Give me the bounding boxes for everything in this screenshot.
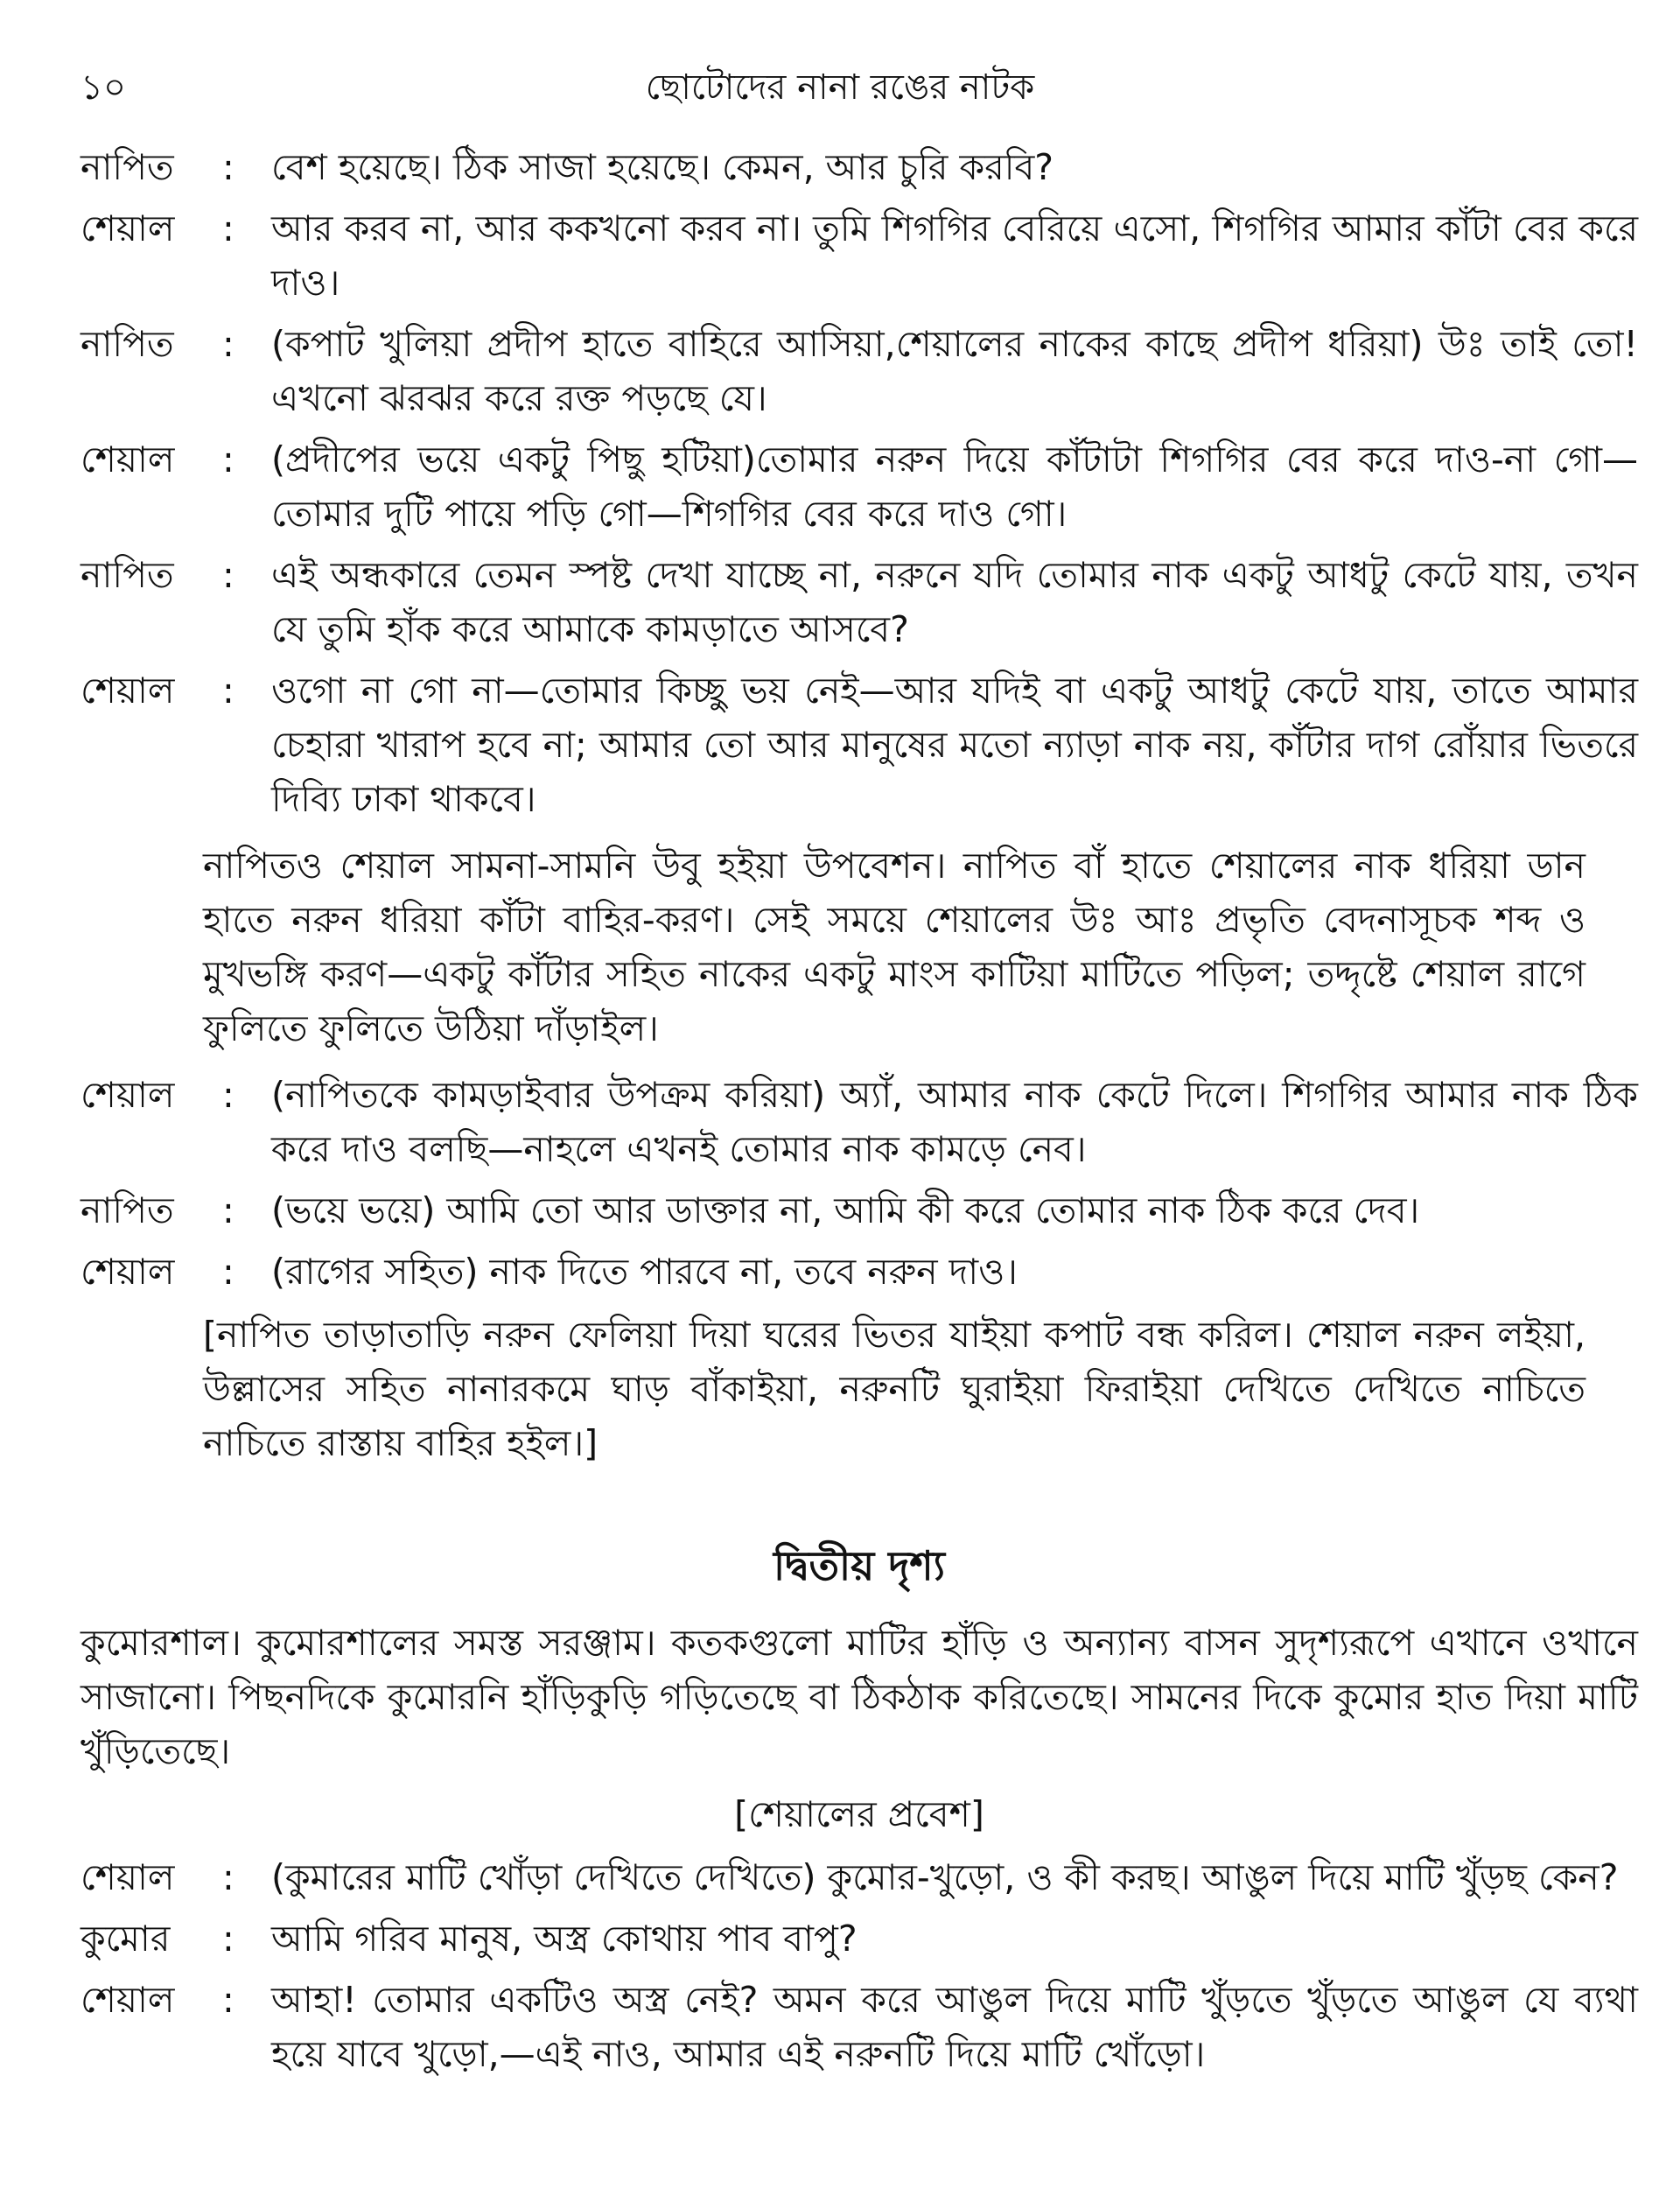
dialogue-line <box>80 1911 1638 1966</box>
speaker-separator: : <box>222 1979 234 2021</box>
dialogue-line <box>80 663 1638 826</box>
speaker-separator: : <box>222 1856 234 1898</box>
speaker-separator: : <box>222 146 234 188</box>
speaker-name: শেয়াল <box>80 1074 175 1116</box>
speaker-separator: : <box>222 1251 234 1293</box>
dialogue-text: (কপাট খুলিয়া প্রদীপ হাতে বাহিরে আসিয়া,শেয়ালের নাকের কাছে প্রদীপ ধরিয়া) উঃ তাই তো! এখনো ঝরঝর করে রক্ত পড়ছে যে। <box>271 323 1638 419</box>
scene-description: কুমোরশাল। কুমোরশালের সমস্ত সরঞ্জাম। কতকগুলো মাটির হাঁড়ি ও অন্যান্য বাসন সুদৃশ্যরূপে এখানে ওখানে সাজানো। পিছনদিকে কুমোরনি হাঁড়িকুড়ি গড়িতেছে বা ঠিকঠাক করিতেছে। সামনের দিকে কুমোর হাত দিয়া মাটি খুঁড়িতেছে। <box>80 1622 1638 1772</box>
dialogue-line <box>80 140 1638 194</box>
dialogue-text: ওগো না গো না—তোমার কিচ্ছু ভয় নেই—আর যদিই বা একটু আধটু কেটে যায়, তাতে আমার চেহারা খারাপ হবে না; আমার তো আর মানুষের মতো ন্যাড়া নাক নয়, কাঁটার দাগ রোঁয়ার ভিতরে দিব্যি ঢাকা থাকবে। <box>271 670 1638 820</box>
running-title: ছোটোদের নানা রঙের নাটক <box>645 67 1035 108</box>
stage-direction: নাপিতও শেয়াল সামনা-সামনি উবু হইয়া উপবেশন। নাপিত বাঁ হাতে শেয়ালের নাক ধরিয়া ডান হাতে নরুন ধরিয়া কাঁটা বাহির-করণ। সেই সময়ে শেয়ালের উঃ আঃ প্রভৃতি বেদনাসূচক শব্দ ও মুখভঙ্গি করণ—একটু কাঁটার সহিত নাকের একটু মাংস কাটিয়া মাটিতে পড়িল; তদ্দৃষ্টে শেয়াল রাগে ফুলিতে ফুলিতে উঠিয়া দাঁড়াইল। <box>203 845 1586 1049</box>
speaker-name: শেয়াল <box>80 438 175 480</box>
speaker-name: নাপিত <box>80 323 174 365</box>
dialogue-text: আমি গরিব মানুষ, অস্ত্র কোথায় পাব বাপু? <box>271 1918 858 1960</box>
dialogue-line <box>80 432 1638 541</box>
dialogue-text: (প্রদীপের ভয়ে একটু পিছু হটিয়া)তোমার নরুন দিয়ে কাঁটাটা শিগগির বের করে দাও-না গো—তোমার দুটি পায়ে পড়ি গো—শিগগির বের করে দাও গো। <box>271 438 1638 535</box>
entry-direction: [শেয়ালের প্রবেশ] <box>734 1793 984 1835</box>
speaker-separator: : <box>222 207 234 249</box>
speaker-separator: : <box>222 1918 234 1960</box>
dialogue-text: (কুমারের মাটি খোঁড়া দেখিতে দেখিতে) কুমোর-খুড়ো, ও কী করছ। আঙুল দিয়ে মাটি খুঁড়ছ কেন? <box>271 1856 1619 1898</box>
dialogue-text: এই অন্ধকারে তেমন স্পষ্ট দেখা যাচ্ছে না, নরুনে যদি তোমার নাক একটু আধটু কেটে যায়, তখন যে তুমি হাঁক করে আমাকে কামড়াতে আসবে? <box>271 554 1638 650</box>
speaker-name: শেয়াল <box>80 1979 175 2021</box>
speaker-separator: : <box>222 670 234 712</box>
speaker-name: নাপিত <box>80 1189 174 1231</box>
dialogue-text: আর করব না, আর ককখনো করব না। তুমি শিগগির বেরিয়ে এসো, শিগগির আমার কাঁটা বের করে দাও। <box>271 207 1638 304</box>
speaker-separator: : <box>222 1189 234 1231</box>
speaker-name: শেয়াল <box>80 1251 175 1293</box>
speaker-name: শেয়াল <box>80 1856 175 1898</box>
speaker-separator: : <box>222 1074 234 1116</box>
dialogue-line <box>80 317 1638 425</box>
dialogue-text: (নাপিতকে কামড়াইবার উপক্রম করিয়া) অ্যাঁ, আমার নাক কেটে দিলে। শিগগির আমার নাক ঠিক করে দাও বলছি—নাহলে এখনই তোমার নাক কামড়ে নেব। <box>271 1074 1638 1170</box>
speaker-name: শেয়াল <box>80 207 175 249</box>
dialogue-line <box>80 201 1638 310</box>
dialogue-text: (ভয়ে ভয়ে) আমি তো আর ডাক্তার না, আমি কী করে তোমার নাক ঠিক করে দেব। <box>271 1189 1420 1231</box>
dialogue-line <box>80 1183 1638 1238</box>
speaker-separator: : <box>222 438 234 480</box>
speaker-name: নাপিত <box>80 146 174 188</box>
dialogue-line <box>80 1068 1638 1176</box>
speaker-name: কুমোর <box>80 1918 171 1960</box>
scene-title: দ্বিতীয় দৃশ্য <box>773 1542 945 1589</box>
dialogue-line <box>80 1973 1638 2081</box>
dialogue-line <box>80 1245 1638 1299</box>
speaker-name: নাপিত <box>80 554 174 596</box>
dialogue-text: আহা! তোমার একটিও অস্ত্র নেই? অমন করে আঙুল দিয়ে মাটি খুঁড়তে খুঁড়তে আঙুল যে ব্যথা হয়ে যাবে খুড়ো,—এই নাও, আমার এই নরুনটি দিয়ে মাটি খোঁড়ো। <box>271 1979 1638 2075</box>
speaker-name: শেয়াল <box>80 670 175 712</box>
dialogue-line <box>80 1850 1638 1904</box>
page-header <box>0 54 1680 116</box>
play-text <box>80 140 1638 2088</box>
page-number: ১০ <box>80 67 126 108</box>
dialogue-text: বেশ হয়েছে। ঠিক সাজা হয়েছে। কেমন, আর চুরি করবি? <box>271 146 1054 188</box>
speaker-separator: : <box>222 323 234 365</box>
dialogue-text: (রাগের সহিত) নাক দিতে পারবে না, তবে নরুন দাও। <box>271 1251 1018 1293</box>
stage-direction-closing: [নাপিত তাড়াতাড়ি নরুন ফেলিয়া দিয়া ঘরের ভিতর যাইয়া কপাট বন্ধ করিল। শেয়াল নরুন লইয়া, উল্লাসের সহিত নানারকমে ঘাড় বাঁকাইয়া, নরুনটি ঘুরাইয়া ফিরাইয়া দেখিতে দেখিতে নাচিতে নাচিতে রাস্তায় বাহির হইল।] <box>203 1314 1586 1464</box>
speaker-separator: : <box>222 554 234 596</box>
dialogue-line <box>80 548 1638 656</box>
